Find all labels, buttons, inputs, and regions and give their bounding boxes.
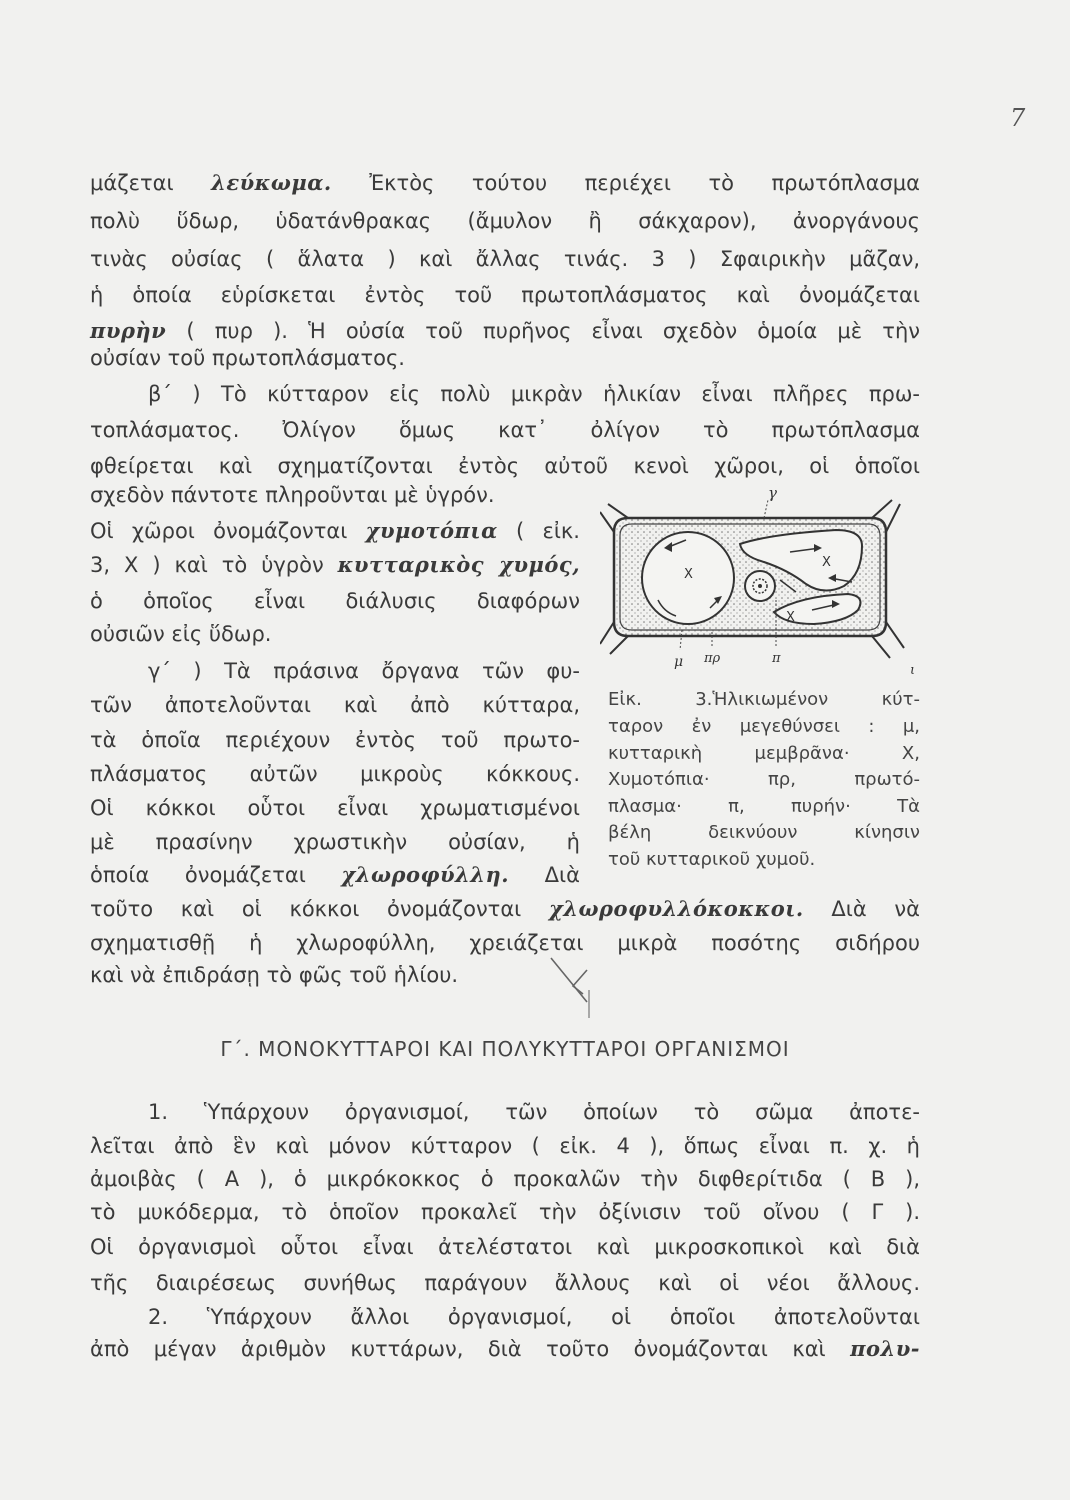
- text-line: 1. Ὑπάρχουν ὀργανισμοί, τῶν ὁποίων τὸ σῶμα ἀποτε-: [148, 1100, 920, 1124]
- figure-caption-line: βέλη δεικνύουν κίνησιν: [608, 822, 920, 843]
- term-poly: πολυ-: [850, 1336, 920, 1361]
- text-line: ὁποία ὀνομάζεται χλωροφύλλη. Διὰ: [90, 862, 580, 887]
- text-line: οὐσιῶν εἰς ὕδωρ.: [90, 622, 272, 646]
- figure-caption-line: Χυμοτόπια· πρ, πρωτό-: [608, 769, 920, 790]
- text-line: μάζεται λεύκωμα. Ἐκτὸς τούτου περιέχει τὸ πρωτόπλασμα: [90, 170, 920, 195]
- section-heading: Γ΄. ΜΟΝΟΚΥΤΤΑΡΟΙ ΚΑΙ ΠΟΛΥΚΥΤΤΑΡΟΙ ΟΡΓΑΝΙΣΜΟΙ: [220, 1037, 790, 1061]
- text-line: σχεδὸν πάντοτε πληροῦνται μὲ ὑγρόν.: [90, 483, 495, 507]
- text-line: ἀμοιβὰς ( Α ), ὁ μικρόκοκκος ὁ προκαλῶν τὴν διφθερίτιδα ( Β ),: [90, 1167, 920, 1191]
- term-pyren: πυρὴν: [90, 318, 167, 343]
- label-gamma: γ: [768, 484, 777, 502]
- figure-caption-line: Εἰκ. 3.Ἡλικιωμένον κύτ-: [608, 689, 920, 710]
- text-line: πυρὴν ( πυρ ). Ἡ οὐσία τοῦ πυρῆνος εἶναι σχεδὸν ὁμοία μὲ τὴν: [90, 318, 920, 343]
- text-line: β΄ ) Τὸ κύτταρον εἰς πολὺ μικρὰν ἡλικίαν εἶναι πλῆρες πρω-: [148, 382, 920, 406]
- label-iota: ι: [910, 663, 916, 678]
- label-x-vacuole-3: Χ: [786, 610, 795, 625]
- text-line: τοπλάσματος. Ὀλίγον ὅμως κατ᾽ ὀλίγον τὸ πρωτόπλασμα: [90, 418, 920, 442]
- figure-caption-line: ταρον ἐν μεγεθύνσει : μ,: [608, 716, 920, 737]
- figure-caption-line: κυτταρικὴ μεμβρᾶνα· Χ,: [608, 743, 920, 764]
- text-line: καὶ νὰ ἐπιδράσῃ τὸ φῶς τοῦ ἡλίου.: [90, 963, 459, 987]
- text-line: φθείρεται καὶ σχηματίζονται ἐντὸς αὐτοῦ κενοὶ χῶροι, οἱ ὁποῖοι: [90, 454, 920, 478]
- term-kyttarikos-chymos: κυτταρικὸς χυμός,: [337, 552, 581, 577]
- text-line: ὁ ὁποῖος εἶναι διάλυσις διαφόρων: [90, 589, 580, 613]
- pencil-mark: [543, 950, 603, 1020]
- text-line: μὲ πρασίνην χρωστικὴν οὐσίαν, ἡ: [90, 830, 580, 854]
- label-mu: μ: [674, 654, 684, 670]
- label-pi: π: [772, 651, 781, 666]
- text-line: τὸ μυκόδερμα, τὸ ὁποῖον προκαλεῖ τὴν ὀξίνισιν τοῦ οἴνου ( Γ ).: [90, 1200, 920, 1224]
- text-line: πολὺ ὕδωρ, ὑδατάνθρακας (ἄμυλον ἢ σάκχαρον), ἀνοργάνους: [90, 209, 920, 233]
- term-chymotopia: χυμοτόπια: [365, 518, 498, 543]
- text-line: ἀπὸ μέγαν ἀριθμὸν κυττάρων, διὰ τοῦτο ὀνομάζονται καὶ πολυ-: [90, 1336, 920, 1361]
- text-line: γ΄ ) Τὰ πράσινα ὄργανα τῶν φυ-: [148, 659, 580, 683]
- text-line: τινὰς οὐσίας ( ἅλατα ) καὶ ἄλλας τινάς. 3 ) Σφαιρικὴν μᾶζαν,: [90, 247, 920, 271]
- label-x-vacuole-1: Χ: [684, 567, 693, 582]
- text-line: τῶν ἀποτελοῦνται καὶ ἀπὸ κύτταρα,: [90, 693, 580, 717]
- text-line: τῆς διαιρέσεως συνήθως παράγουν ἄλλους καὶ οἱ νέοι ἄλλους.: [90, 1271, 920, 1295]
- figure-cell-diagram: [600, 482, 930, 682]
- text-line: λεῖται ἀπὸ ἓν καὶ μόνον κύτταρον ( εἰκ. 4 ), ὅπως εἶναι π. χ. ἡ: [90, 1134, 920, 1158]
- page-number: 7: [1010, 104, 1026, 132]
- text-line: ἡ ὁποία εὑρίσκεται ἐντὸς τοῦ πρωτοπλάσματος καὶ ὀνομάζεται: [90, 283, 920, 307]
- text-line: τὰ ὁποῖα περιέχουν ἐντὸς τοῦ πρωτο-: [90, 728, 580, 752]
- figure-caption-line: τοῦ κυτταρικοῦ χυμοῦ.: [608, 849, 816, 870]
- term-chlorophylle: χλωροφύλλη.: [341, 862, 510, 887]
- text-line: τοῦτο καὶ οἱ κόκκοι ὀνομάζονται χλωροφυλλόκοκκοι. Διὰ νὰ: [90, 896, 920, 921]
- label-pr: πρ: [704, 651, 721, 666]
- text-line: σχηματισθῇ ἡ χλωροφύλλη, χρειάζεται μικρὰ ποσότης σιδήρου: [90, 931, 920, 955]
- term-chlorophyllokokkoi: χλωροφυλλόκοκκοι.: [548, 896, 804, 921]
- text-line: 3, Χ ) καὶ τὸ ὑγρὸν κυτταρικὸς χυμός,: [90, 552, 581, 577]
- label-x-vacuole-2: Χ: [822, 555, 831, 570]
- text-line: οὐσίαν τοῦ πρωτοπλάσματος.: [90, 346, 405, 370]
- term-leukoma: λεύκωμα.: [211, 170, 332, 195]
- text-line: Οἱ κόκκοι οὗτοι εἶναι χρωματισμένοι: [90, 796, 580, 820]
- text-line: 2. Ὑπάρχουν ἄλλοι ὀργανισμοί, οἱ ὁποῖοι ἀποτελοῦνται: [148, 1305, 920, 1329]
- text-line: πλάσματος αὐτῶν μικροὺς κόκκους.: [90, 762, 580, 786]
- cell-diagram: [600, 482, 930, 682]
- text-line: Οἱ ὀργανισμοὶ οὗτοι εἶναι ἀτελέστατοι καὶ μικροσκοπικοὶ καὶ διὰ: [90, 1235, 920, 1259]
- figure-caption-line: πλασμα· π, πυρήν· Τὰ: [608, 796, 920, 817]
- text-line: Οἱ χῶροι ὀνομάζονται χυμοτόπια ( εἰκ.: [90, 518, 580, 543]
